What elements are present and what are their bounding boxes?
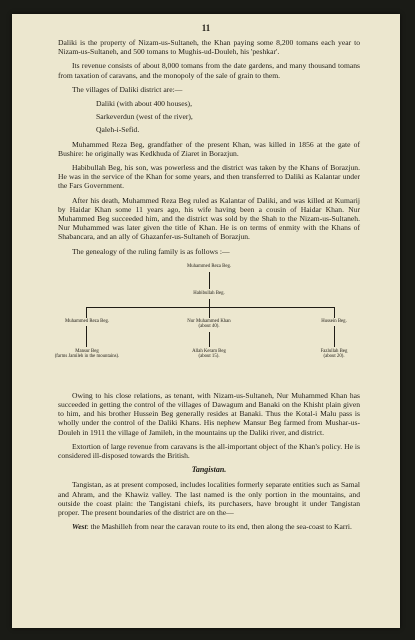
tree-node-grandchild-left	[52, 349, 122, 360]
boundary-west-text: : the Mashilleh from near the caravan route to its end, then along the sea-coast to Karri.	[86, 522, 352, 532]
document-page	[12, 14, 400, 628]
tree-node-grandchild-mid-age: (about 15).	[198, 354, 220, 360]
tree-line	[86, 307, 87, 318]
village-list	[96, 99, 360, 135]
paragraph-policy: Extortion of large revenue from caravans is the all-important object of the Khan's policy. He is considered ill-disposed towards the British.	[58, 441, 360, 461]
page-number: 11	[201, 23, 211, 33]
tree-node-gen2: Habibullah Beg.	[193, 290, 225, 296]
tree-node-mid	[169, 319, 249, 330]
tree-node-grandchild-left-name: Mansur Beg	[75, 348, 99, 354]
genealogy-tree	[54, 261, 360, 385]
tree-node-root: Muhammed Reza Beg.	[186, 263, 232, 269]
tree-node-grandchild-left-note: (farms Jamileh in the mountains).	[54, 354, 120, 360]
paragraph-habibullah: Habibullah Beg, his son, was powerless and the district was taken by the Khans of Borazjun. He was in the service of the Khan for some years, and then transferred to Daliki as Kalantar under the Fars Government.	[58, 163, 360, 191]
boundary-west-label: West	[72, 522, 87, 532]
tree-line	[209, 332, 210, 347]
tree-node-mid-name: Nur Muhammed Khan	[187, 318, 231, 324]
paragraph-grandfather: Muhammed Reza Beg, grandfather of the present Khan, was killed in 1856 at the gate of Bushire: he originally was Kedkhuda of Ziaret in Borazjun.	[58, 139, 360, 158]
village-item: Sarkeverdun (west of the river),	[96, 112, 193, 122]
tree-node-grandchild-mid-name: Allah Keram Beg	[192, 348, 226, 354]
tree-line	[86, 307, 334, 308]
tree-node-grandchild-right-name: Fazlullah Beg	[320, 348, 348, 354]
villages-intro: The villages of Daliki district are:—	[72, 84, 183, 94]
tree-line	[209, 299, 210, 307]
paragraph-succession: After his death, Muhammed Reza Beg ruled as Kalantar of Daliki, and was killed at Kumarij by Haidar Khan some 11 years ago, his wife having been a cousin of Haidar Khan. Nur Muhammed Beg succeeded him, and the district was sold by the Shah to the Nizam-us-Sultaneh. Nur Muhammed was later given the title of Khan. He is on terms of enmity with the Khans of Shabancara, and an ally of Ghazanfer-us-Sultaneh of Borazjun.	[58, 195, 360, 242]
paragraph-relations: Owing to his close relations, as tenant, with Nizam-us-Sultaneh, Nur Muhammed Khan has succeeded in getting the control of the villages of Dawagum and Banaki on the Khisht plain given to him, and his brother Hussein Beg generally resides at Banaki. Thus the Kotal-i Malu pass is wholly under the control of the Daliki Khans. His nephew Mansur Beg farmed from Mushar-us-Douleh in 1911 the village of Jamileh, in the mountains up the Daliki river, and district.	[58, 390, 360, 437]
tree-node-right: Hussein Beg.	[321, 318, 347, 324]
page-body	[54, 38, 360, 537]
tree-node-mid-age: (about 40).	[198, 324, 220, 330]
tree-line	[334, 307, 335, 318]
tree-line	[209, 307, 210, 318]
paragraph-revenue: Its revenue consists of about 8,000 tomans from the date gardens, and many thousand tomans from taxation of caravans, and the monopoly of the sale of grain to them.	[58, 61, 360, 80]
section-heading: Tangistan.	[191, 465, 227, 475]
tree-line	[334, 326, 335, 347]
paragraph-tangistan: Tangistan, as at present composed, includes localities formerly separate entities such as Samal and Ahram, and the Khawiz valley. The last named is the only portion in the mountains, and outside the coast plain: the Tangistani chiefs, its purchasers, have brought it under Tangistan proper. The present boundaries of the district are on the—	[58, 480, 360, 518]
paragraph-ownership: Daliki is the property of Nizam-us-Sultaneh, the Khan paying some 8,200 tomans each year to Nizam-us-Sultaneh, and 500 tomans to Mughis-ud-Douleh, his 'peshkar'.	[58, 38, 360, 57]
genealogy-intro: The genealogy of the ruling family is as follows :—	[72, 246, 230, 256]
village-item: Daliki (with about 400 houses),	[96, 99, 192, 109]
tree-line	[209, 272, 210, 289]
tree-node-grandchild-right-age: (about 20).	[323, 354, 345, 360]
tree-node-left: Muhammed Reza Beg.	[64, 318, 110, 324]
tree-line	[86, 326, 87, 347]
tree-node-grandchild-right	[304, 349, 364, 360]
tree-node-grandchild-mid	[169, 349, 249, 360]
village-item: Qaleh-i-Sefid.	[96, 125, 140, 135]
boundary-west	[58, 522, 360, 531]
